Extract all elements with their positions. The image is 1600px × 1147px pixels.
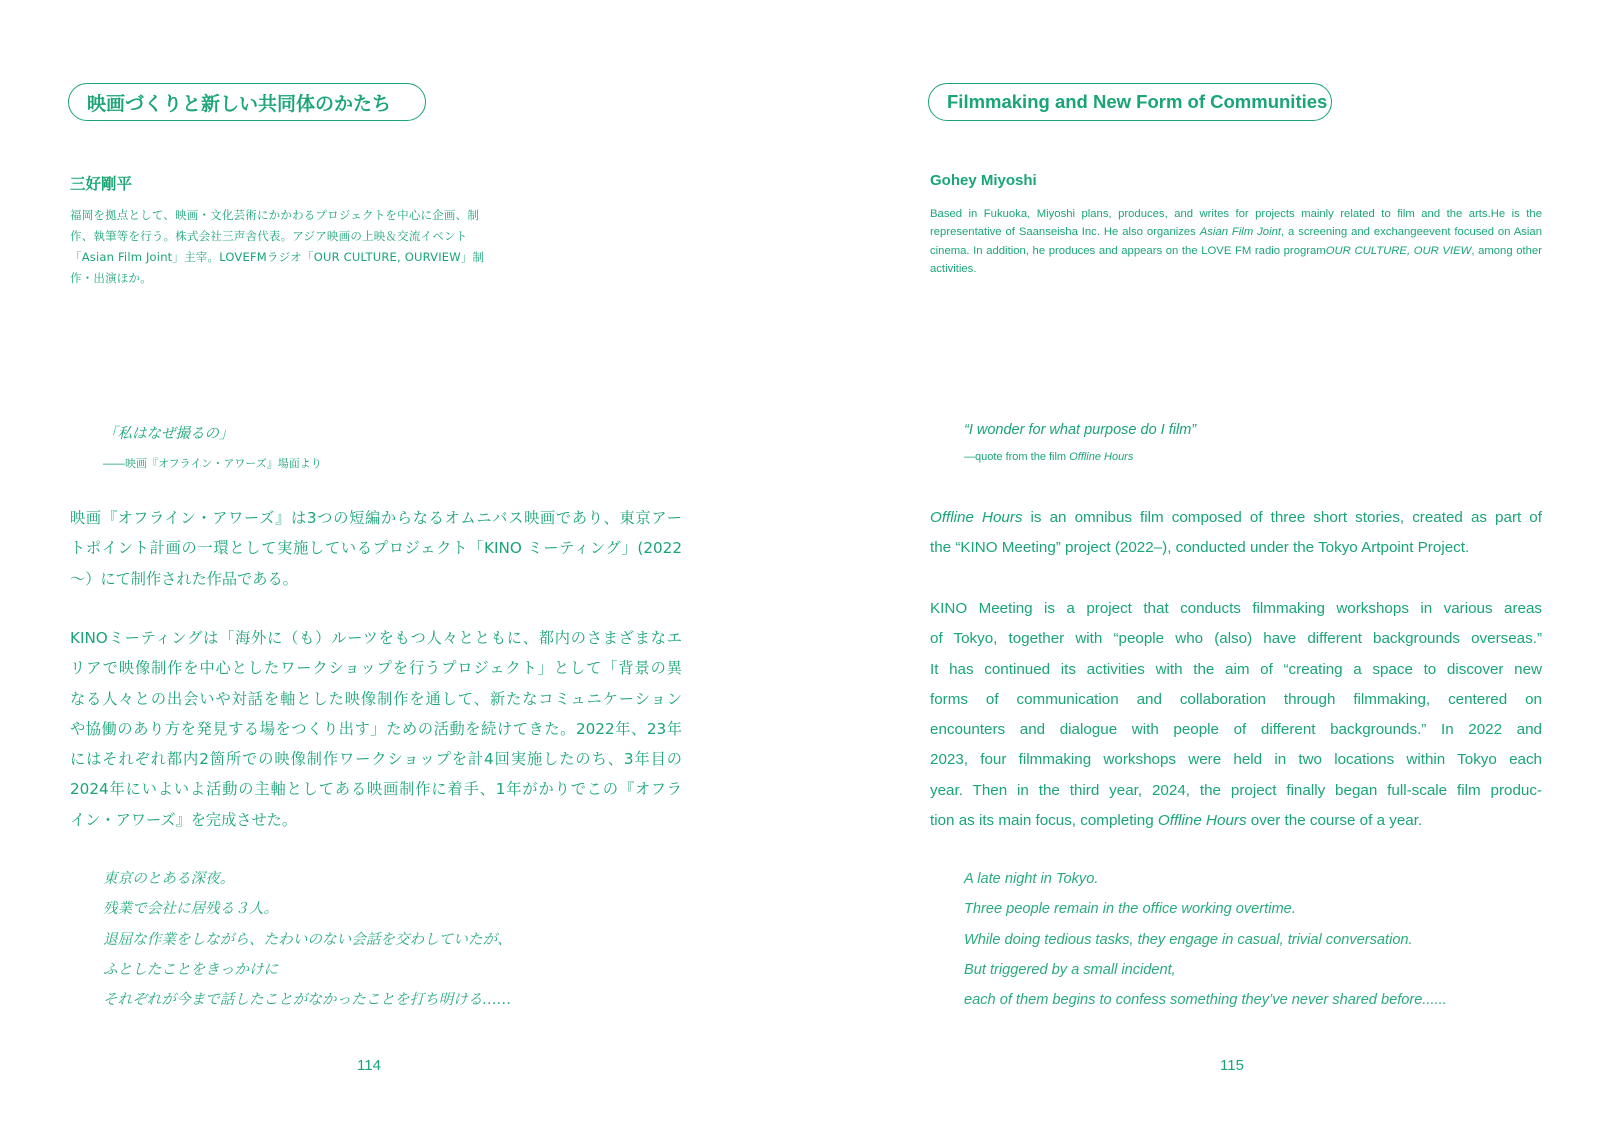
synopsis-verse bbox=[103, 864, 512, 1015]
text-line: KINOミーティングは「海外に（も）ルーツをもつ人々とともに、都内のさまざまなエ bbox=[70, 629, 682, 647]
text-line: Offline Hours is an omnibus film composed of three short stories, created as part of bbox=[930, 509, 1542, 526]
verse-line: ふとしたことをきっかけに bbox=[103, 960, 279, 978]
verse-line: While doing tedious tasks, they engage in casual, trivial conversation. bbox=[964, 931, 1413, 948]
text-line: トポイント計画の一環として実施しているプロジェクト「KINO ミーティング」(2022 bbox=[70, 539, 682, 558]
body-paragraph-1 bbox=[70, 503, 682, 594]
author-bio bbox=[70, 205, 498, 289]
bio-line: He is the representative of Saanseisha Inc. He also organizes Asian Film Joint, a screening and exchange bbox=[930, 208, 1542, 239]
page-number: 114 bbox=[357, 1057, 381, 1074]
body-paragraph-2 bbox=[930, 594, 1542, 836]
text-line: forms of communication and collaboration through filmmaking, centered on bbox=[930, 690, 1542, 708]
verse-line: A late night in Tokyo. bbox=[964, 871, 1099, 887]
text-line: 2023, four filmmaking workshops were held in two locations within Tokyo each bbox=[930, 751, 1542, 769]
text-line: It has continued its activities with the aim of “creating a space to discover new bbox=[930, 660, 1542, 678]
bio-line: 制作、執筆等を行う。株式会社三声舎代表。アジア映画の上映＆交流イベ bbox=[70, 208, 480, 243]
text-line: tion as its main focus, completing Offline Hours over the course of a year. bbox=[930, 812, 1423, 830]
page-number: 115 bbox=[1220, 1057, 1244, 1074]
text-line: 〜）にて制作された作品である。 bbox=[70, 569, 298, 588]
verse-line: 東京のとある深夜。 bbox=[103, 870, 235, 887]
text-line: イン・アワーズ』を完成させた。 bbox=[70, 810, 298, 829]
author-name: Gohey Miyoshi bbox=[930, 172, 1037, 189]
epigraph-source-title: Offline Hours bbox=[1069, 451, 1134, 463]
text-line: や協働のあり方を発見する場をつくり出す」ための活動を続けてきた。2022年、23年 bbox=[70, 719, 682, 738]
bio-line: event focused on Asian cinema. In addition, he produces and appears on the LOVE FM radio program bbox=[930, 226, 1542, 257]
section-title-text: Filmmaking and New Form of Communities bbox=[947, 91, 1328, 112]
text-line: of Tokyo, together with “people who (also) have different backgrounds overseas.” bbox=[930, 630, 1542, 648]
verse-line: 残業で会社に居残る３人。 bbox=[103, 900, 279, 918]
verse-line: Three people remain in the office working overtime. bbox=[964, 901, 1296, 918]
section-title-text: 映画づくりと新しい共同体のかたち bbox=[87, 92, 392, 115]
epigraph-quote: “I wonder for what purpose do I film” bbox=[964, 422, 1197, 438]
bio-line: ント「Asian Film Joint」主宰。LOVEFMラジオ「OUR CULTURE, OUR bbox=[70, 229, 468, 264]
text-line: KINO Meeting is a project that conducts filmmaking workshops in various areas bbox=[930, 600, 1542, 617]
verse-line: each of them begins to confess something they’ve never shared before...... bbox=[964, 992, 1447, 1009]
epigraph-source: ――映画『オフライン・アワーズ』場面より bbox=[103, 457, 322, 470]
text-line: リアで映像制作を中心としたワークショップを行うプロジェクト」として「背景の異 bbox=[70, 659, 682, 678]
text-line: encounters and dialogue with people of different backgrounds.” In 2022 and bbox=[930, 721, 1542, 739]
epigraph-source bbox=[964, 451, 1133, 463]
text-line: なる人々との出会いや対話を軸とした映像制作を通して、新たなコミュニケーション bbox=[70, 689, 682, 708]
bio-line: VIEW」制作・出演ほか。 bbox=[70, 250, 485, 285]
bio-line: OUR CULTURE, OUR VIEW, among other activities. bbox=[930, 244, 1542, 275]
body-paragraph-2 bbox=[70, 623, 682, 835]
author-bio bbox=[930, 205, 1542, 278]
section-title bbox=[68, 83, 426, 121]
text-line: にはそれぞれ都内2箇所での映像制作ワークショップを計4回実施したのち、3年目の bbox=[70, 750, 682, 769]
bio-line: 福岡を拠点として、映画・文化芸術にかかわるプロジェクトを中心に企画、 bbox=[70, 208, 468, 222]
epigraph-quote: 「私はなぜ撮るの」 bbox=[103, 426, 234, 442]
text-line: 2024年にいよいよ活動の主軸としてある映画制作に着手、1年がかりでこの『オフラ bbox=[70, 780, 682, 799]
text-line: 映画『オフライン・アワーズ』は3つの短編からなるオムニバス映画であり、東京アー bbox=[70, 509, 682, 527]
text-line: year. Then in the third year, 2024, the project finally began full-scale film produc- bbox=[930, 781, 1542, 799]
body-paragraph-1 bbox=[930, 503, 1542, 564]
verse-line: But triggered by a small incident, bbox=[964, 961, 1176, 978]
author-name: 三好剛平 bbox=[70, 175, 133, 193]
synopsis-verse bbox=[964, 864, 1447, 1015]
page-right bbox=[800, 0, 1600, 1147]
section-title bbox=[928, 83, 1332, 121]
text-line: the “KINO Meeting” project (2022–), conducted under the Tokyo Artpoint Project. bbox=[930, 539, 1470, 557]
verse-line: 退屈な作業をしながら、たわいのない会話を交わしていたが、 bbox=[103, 930, 512, 948]
bio-line: Based in Fukuoka, Miyoshi plans, produces, and writes for projects mainly related to film and the arts. bbox=[930, 208, 1491, 220]
verse-line: それぞれが今まで話したことがなかったことを打ち明ける…… bbox=[103, 991, 512, 1009]
epigraph-source-prefix: —quote from the film bbox=[964, 451, 1070, 463]
